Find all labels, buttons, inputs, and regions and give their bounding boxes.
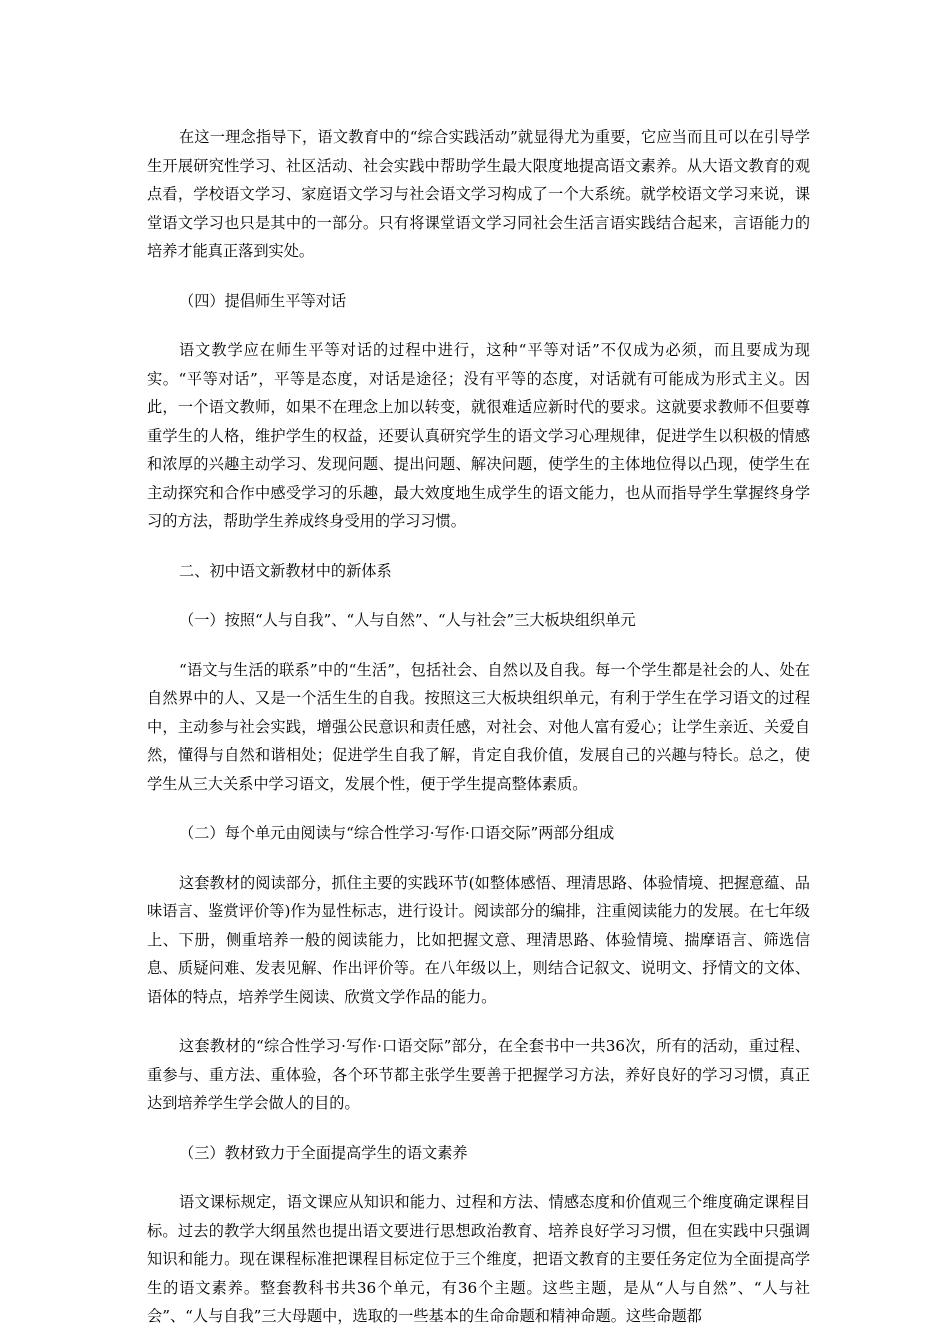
paragraph-gap (147, 585, 810, 606)
paragraph-comprehensive-practice: 在这一理念指导下，语文教育中的“综合实践活动”就显得尤为重要，它应当而且可以在引导学生开展研究性学习、社区活动、社会实践中帮助学生最大限度地提高语文素养。从大语文教育的观点看，学校语文学习、家庭语文学习与社会语文学习构成了一个大系统。就学校语文学习来说，课堂语文学习也只是其中的一部分。只有将课堂语文学习同社会生活言语实践结合起来，言语能力的培养才能真正落到实处。 (147, 128, 810, 260)
paragraph-comprehensive-learning: 这套教材的“综合性学习·写作·口语交际”部分，在全套书中一共36次，所有的活动，重过程、重参与、重方法、重体验，各个环节都主张学生要善于把握学习方法，养好良好的学习习惯，真正达到培养学生学会做人的目的。 (147, 1037, 810, 1112)
paragraph-gap (147, 266, 810, 287)
paragraph-gap (147, 1167, 810, 1188)
paragraph-language-and-life: “语文与生活的联系”中的“生活”，包括社会、自然以及自我。每一个学生都是社会的人、处在自然界中的人、又是一个活生生的自我。按照这三大板块组织单元，有利于学生在学习语文的过程中，主动参与社会实践，增强公民意识和责任感，对社会、对他人富有爱心；让学生亲近、关爱自然，懂得与自然和谐相处；促进学生自我了解，肯定自我价值，发展自己的兴趣与特长。总之，使学生从三大关系中学习语文，发展个性，便于学生提高整体素质。 (147, 660, 810, 793)
paragraph-reading-part: 这套教材的阅读部分，抓住主要的实践环节(如整体感悟、理清思路、体验情境、把握意蕴、品味语言、鉴赏评价等)作为显性标志，进行设计。阅读部分的编排，注重阅读能力的发展。在七年级上、下册，侧重培养一般的阅读能力，比如把握文意、理清思路、体验情境、揣摩语言、筛选信息、质疑问难、发表见解、作出评价等。在八年级以上，则结合记叙文、说明文、抒情文的文体、语体的特点，培养学生阅读、欣赏文学作品的能力。 (147, 873, 810, 1006)
paragraph-gap (147, 536, 810, 557)
paragraph-equal-dialogue: 语文教学应在师生平等对话的过程中进行，这种“平等对话”不仅成为必须，而且要成为现实。“平等对话”，平等是态度，对话是途径；没有平等的态度，对话就有可能成为形式主义。因此，一个语文教师，如果不在理念上加以转变，就很难适应新时代的要求。这就要求教师不但要尊重学生的人格，维护学生的权益，还要认真研究学生的语文学习心理规律，促进学生以积极的情感和浓厚的兴趣主动学习、发现问题、提出问题、解决问题，使学生的主体地位得以凸现，使学生在主动探究和合作中感受学习的乐趣，最大效度地生成学生的语文能力，也从而指导学生掌握终身学习的方法，帮助学生养成终身受用的学习习惯。 (147, 341, 810, 530)
section-heading-new-system: 二、初中语文新教材中的新体系 (179, 561, 392, 580)
paragraph-gap (147, 1118, 810, 1139)
document-body (147, 123, 810, 1331)
paragraph-gap (147, 1011, 810, 1032)
subsection-heading-unit-structure: （二）每个单元由阅读与“综合性学习·写作·口语交际”两部分组成 (179, 824, 615, 842)
paragraph-gap (147, 848, 810, 869)
section-heading-equal-dialogue: （四）提倡师生平等对话 (179, 291, 347, 310)
subsection-heading-three-sections: （一）按照“人与自我”、“人与自然”、“人与社会”三大板块组织单元 (179, 611, 636, 629)
paragraph-gap (147, 798, 810, 819)
paragraph-curriculum-standards: 语文课标规定，语文课应从知识和能力、过程和方法、情感态度和价值观三个维度确定课程目标。过去的教学大纲虽然也提出语文要进行思想政治教育、培养良好学习习惯，但在实践中只强调知识和能力。现在课程标准把课程目标定位于三个维度，把语文教育的主要任务定位为全面提高学生的语文素养。整套教科书共36个单元，有36个主题。这些主题，是从“人与自然”、“人与社会”、“人与自我”三大母题中，选取的一些基本的生命命题和精神命题。这些命题都 (147, 1193, 810, 1325)
subsection-heading-literacy: （三）教材致力于全面提高学生的语文素养 (179, 1143, 468, 1162)
paragraph-gap (147, 635, 810, 656)
paragraph-gap (147, 315, 810, 336)
